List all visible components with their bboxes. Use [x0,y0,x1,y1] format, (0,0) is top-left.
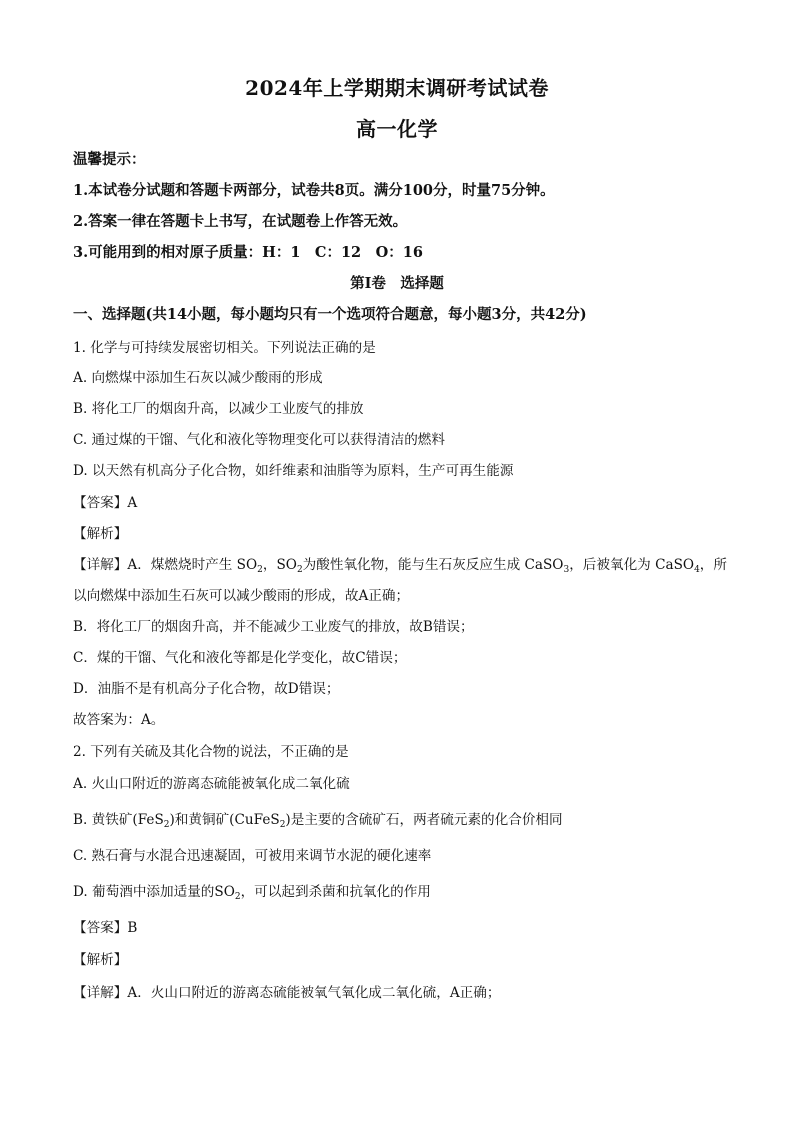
q1-detail-line-4: C．煤的干馏、气化和液化等都是化学变化，故C错误； [73,650,407,666]
q2-answer [73,918,754,938]
detail-text: ，所 [699,557,727,573]
option-text: D. 葡萄酒中添加适量的SO [73,884,235,900]
q2-option-a: A. 火山口附近的游离态硫能被氧化成二氧化硫 [73,776,350,792]
q1-detail-line-2: 以向燃煤中添加生石灰可以减少酸雨的形成，故A正确； [73,588,410,604]
detail-text: A．火山口附近的游离态硫能被氧气氧化成二氧化硫，A正确； [127,985,501,1001]
subscript: 2 [296,565,303,575]
subscript: 2 [234,892,241,902]
q2-stem: 2. 下列有关硫及其化合物的说法，不正确的是 [73,744,349,760]
detail-label: 【详解】 [73,985,128,1001]
detail-text: ，后被氧化为 CaSO [569,557,695,573]
q2-option-b [73,810,754,835]
q1-option-a: A. 向燃煤中添加生石灰以减少酸雨的形成 [73,370,323,386]
q1-answer [73,493,754,513]
notice-item-1: 1.本试卷分试题和答题卡两部分，试卷共8页。满分100分，时量75分钟。 [73,182,555,199]
subscript: 2 [257,565,263,575]
answer-value: B [127,920,138,936]
option-text: B. 黄铁矿(FeS [73,812,164,828]
answer-label: 【答案】 [73,920,128,936]
q1-option-d: D. 以天然有机高分子化合物，如纤维素和油脂等为原料，生产可再生能源 [73,463,514,479]
q1-stem: 1. 化学与可持续发展密切相关。下列说法正确的是 [73,340,376,356]
subscript: 2 [163,820,170,830]
detail-text: ，SO [262,557,297,573]
q1-analysis-label: 【解析】 [73,526,128,542]
answer-value: A [127,495,138,511]
detail-label: 【详解】 [73,557,128,573]
notice-heading: 温馨提示： [73,151,146,168]
notice-item-3: 3.可能用到的相对原子质量：H：1 C：12 O：16 [73,244,423,261]
q1-detail-line-3: B．将化工厂的烟囱升高，并不能减少工业废气的排放，故B错误； [73,619,474,635]
q1-conclusion: 故答案为：A。 [73,712,165,728]
volume-title: 第Ⅰ卷 选择题 [350,275,444,292]
subject-title: 高一化学 [356,117,438,141]
option-text: )是主要的含硫矿石，两者硫元素的化合价相同 [285,812,563,828]
option-text: ，可以起到杀菌和抗氧化的作用 [240,884,431,900]
q2-option-d [73,882,754,907]
part-title: 一、选择题(共14小题，每小题均只有一个选项符合题意，每小题3分，共42分) [73,306,587,323]
q2-option-c: C. 熟石膏与水混合迅速凝固，可被用来调节水泥的硬化速率 [73,848,432,864]
q1-detail-line-1 [73,555,754,580]
detail-text: A．煤燃烧时产生 SO [127,557,258,573]
q2-analysis-label: 【解析】 [73,952,128,968]
subscript: 3 [563,565,570,575]
q1-option-c: C. 通过煤的干馏、气化和液化等物理变化可以获得清洁的燃料 [73,432,445,448]
exam-title: 2024年上学期期末调研考试试卷 [245,76,549,100]
answer-label: 【答案】 [73,495,128,511]
subscript: 4 [694,565,700,575]
notice-item-2: 2.答案一律在答题卡上书写，在试题卷上作答无效。 [73,213,408,230]
q1-detail-line-5: D．油脂不是有机高分子化合物，故D错误； [73,681,340,697]
detail-text: 为酸性氧化物，能与生石灰反应生成 CaSO [302,557,564,573]
q2-detail-line-1 [73,983,754,1003]
subscript: 2 [279,820,286,830]
q1-option-b: B. 将化工厂的烟囱升高，以减少工业废气的排放 [73,401,364,417]
option-text: )和黄铜矿(CuFeS [169,812,280,828]
